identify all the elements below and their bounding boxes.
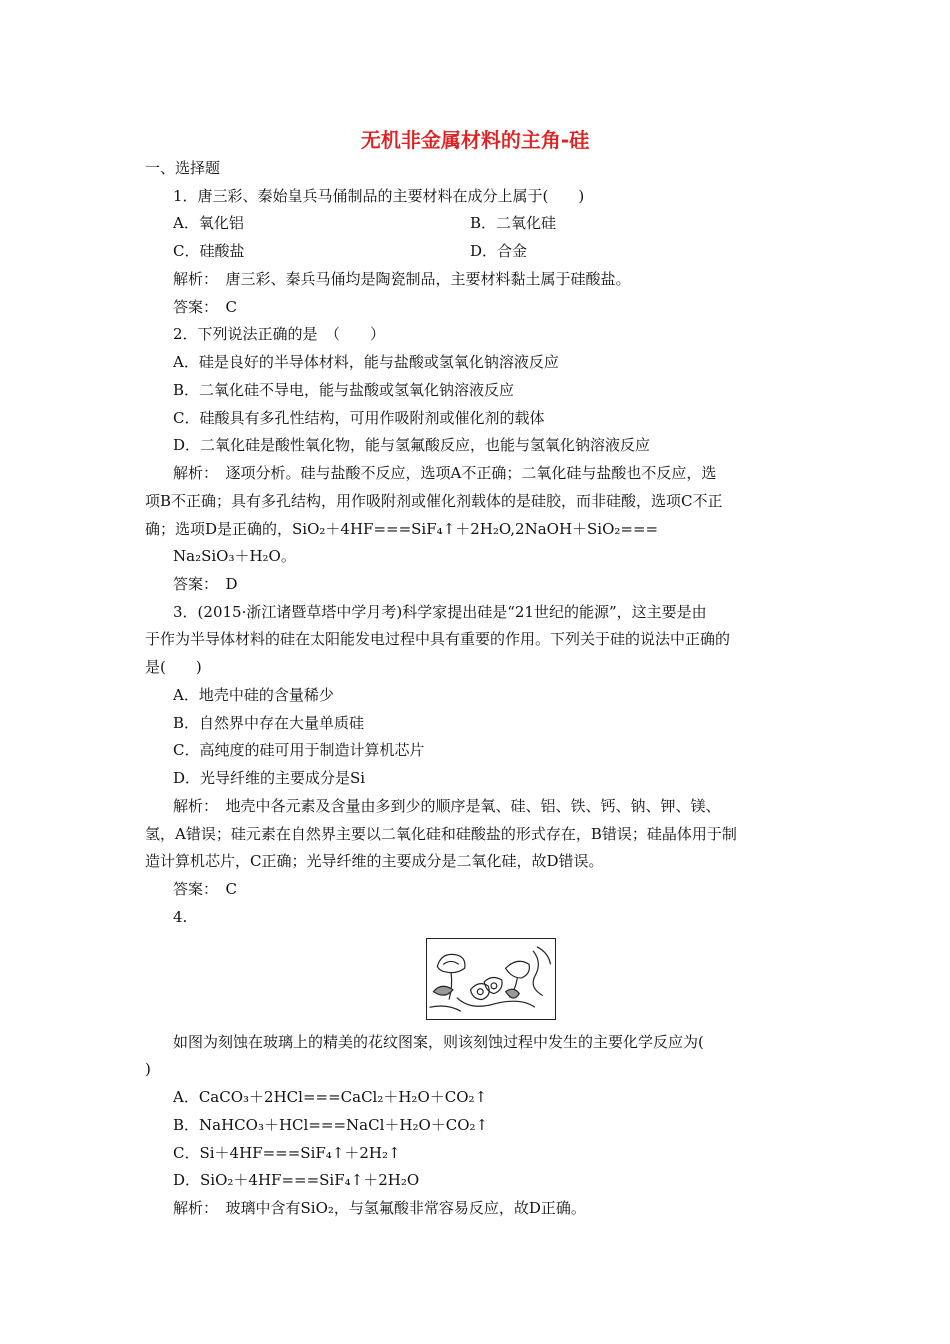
q3-analysis-line-2: 氢，A错误；硅元素在自然界主要以二氧化硅和硅酸盐的形式存在，B错误；硅晶体用于制: [145, 825, 737, 843]
q4-option-d: D．SiO₂＋4HF===SiF₄↑＋2H₂O: [173, 1171, 420, 1189]
etched-glass-flower-figure: [426, 938, 556, 1020]
q1-option-d: D．合金: [470, 242, 528, 260]
q4-number: 4.: [173, 908, 188, 926]
q1-stem: 1．唐三彩、秦始皇兵马俑制品的主要材料在成分上属于( ): [173, 187, 585, 205]
q3-option-a: A．地壳中硅的含量稀少: [173, 686, 334, 704]
q2-analysis-line-2: 项B不正确；具有多孔结构，用作吸附剂或催化剂载体的是硅胶，而非硅酸，选项C不正: [145, 492, 723, 510]
q4-option-b: B．NaHCO₃＋HCl===NaCl＋H₂O＋CO₂↑: [173, 1116, 489, 1134]
q4-stem-line-2: ): [145, 1060, 151, 1078]
q3-stem-line-3: 是( ): [145, 658, 202, 676]
q2-answer: 答案： D: [173, 575, 238, 593]
q3-analysis-line-3: 造计算机芯片，C正确；光导纤维的主要成分是二氧化硅，故D错误。: [145, 852, 604, 870]
q3-stem-line-2: 于作为半导体材料的硅在太阳能发电过程中具有重要的作用。下列关于硅的说法中正确的: [145, 630, 731, 648]
q2-analysis-line-3: 确；选项D是正确的，SiO₂＋4HF===SiF₄↑＋2H₂O,2NaOH＋SiO₂===: [145, 520, 659, 538]
section-heading: 一、选择题: [145, 159, 221, 177]
q2-analysis-line-1: 解析： 逐项分析。硅与盐酸不反应，选项A不正确；二氧化硅与盐酸也不反应，选: [173, 464, 717, 482]
document-title: 无机非金属材料的主角-硅: [360, 128, 590, 152]
q3-option-c: C．高纯度的硅可用于制造计算机芯片: [173, 741, 425, 759]
q1-analysis: 解析： 唐三彩、秦兵马俑均是陶瓷制品，主要材料黏土属于硅酸盐。: [173, 270, 631, 288]
q3-analysis-line-1: 解析： 地壳中各元素及含量由多到少的顺序是氧、硅、铝、铁、钙、钠、钾、镁、: [173, 797, 721, 815]
q2-stem: 2．下列说法正确的是 （ ）: [173, 325, 386, 343]
q2-option-a: A．硅是良好的半导体材料，能与盐酸或氢氧化钠溶液反应: [173, 353, 559, 371]
q3-stem-line-1: 3．(2015·浙江诸暨草塔中学月考)科学家提出硅是“21世纪的能源”，这主要是由: [173, 603, 707, 621]
flower-pattern-icon: [427, 939, 555, 1019]
q2-option-b: B．二氧化硅不导电，能与盐酸或氢氧化钠溶液反应: [173, 381, 515, 399]
q4-option-a: A．CaCO₃＋2HCl===CaCl₂＋H₂O＋CO₂↑: [173, 1088, 488, 1106]
q1-option-a: A．氧化铝: [173, 214, 244, 232]
q4-analysis: 解析： 玻璃中含有SiO₂，与氢氟酸非常容易反应，故D正确。: [173, 1199, 586, 1217]
q4-option-c: C．Si＋4HF===SiF₄↑＋2H₂↑: [173, 1144, 401, 1162]
q2-analysis-line-4: Na₂SiO₃＋H₂O。: [173, 547, 296, 565]
q1-option-b: B．二氧化硅: [470, 214, 557, 232]
q4-stem-line-1: 如图为刻蚀在玻璃上的精美的花纹图案，则该刻蚀过程中发生的主要化学反应为(: [173, 1033, 704, 1051]
q1-option-c: C．硅酸盐: [173, 242, 245, 260]
q3-answer: 答案： C: [173, 880, 237, 898]
q2-option-d: D．二氧化硅是酸性氧化物，能与氢氟酸反应，也能与氢氧化钠溶液反应: [173, 436, 651, 454]
q3-option-b: B．自然界中存在大量单质硅: [173, 714, 365, 732]
q1-answer: 答案： C: [173, 298, 237, 316]
q3-option-d: D．光导纤维的主要成分是Si: [173, 769, 366, 787]
q2-option-c: C．硅酸具有多孔性结构，可用作吸附剂或催化剂的载体: [173, 409, 545, 427]
